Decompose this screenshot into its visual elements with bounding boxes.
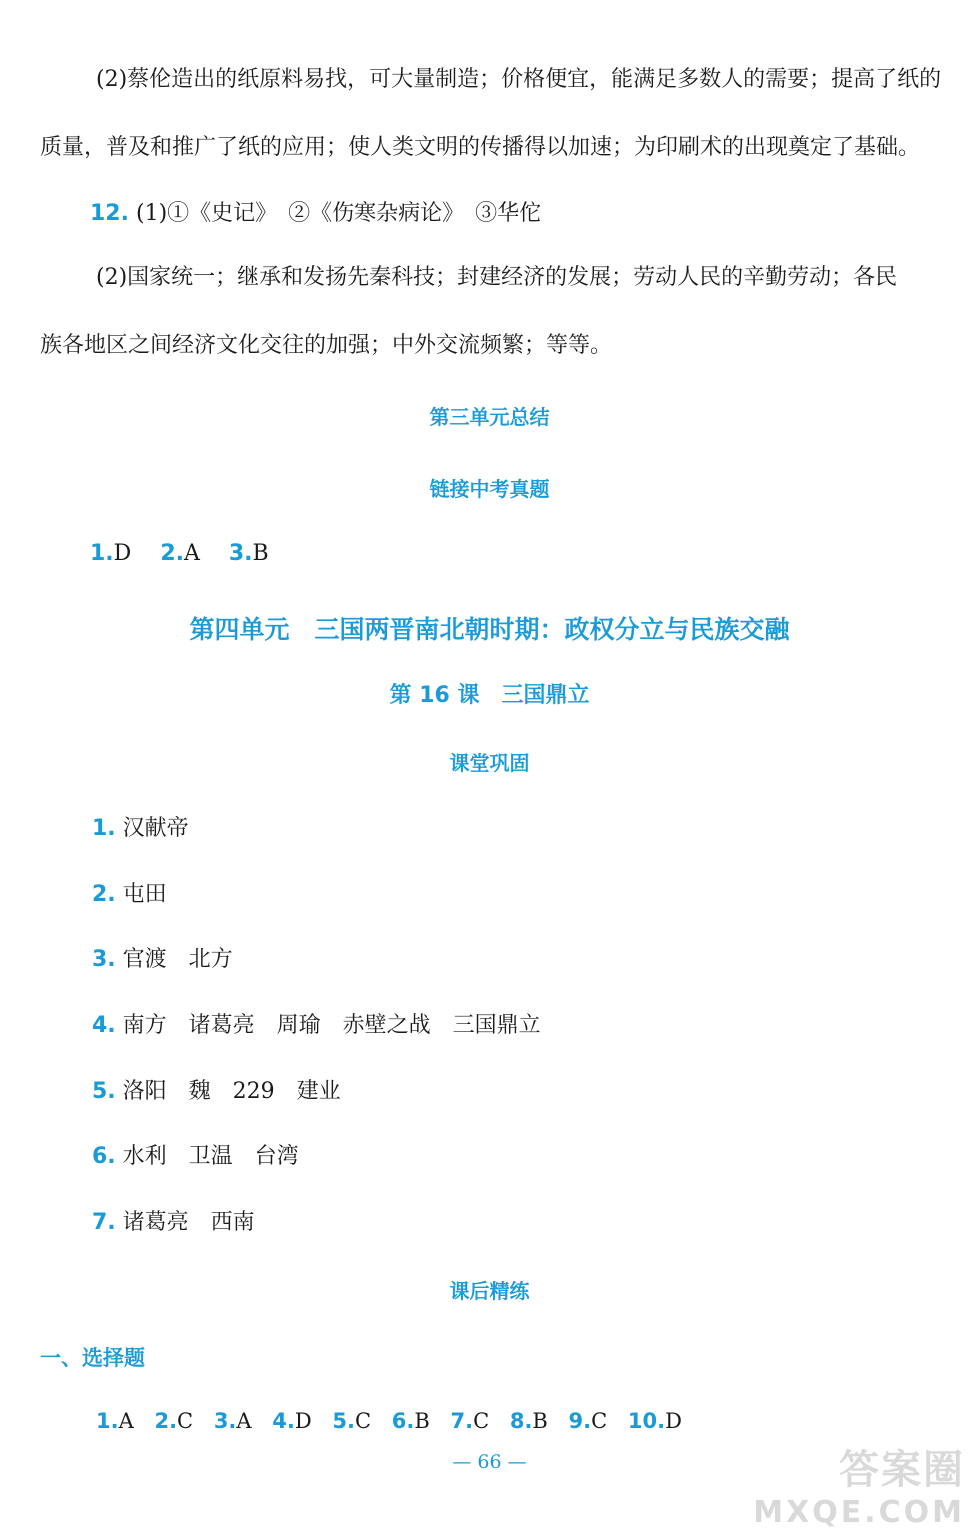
item-text: 汉献帝 bbox=[122, 816, 189, 841]
list-item bbox=[92, 946, 233, 974]
answer-value: A bbox=[183, 541, 200, 566]
choice-item bbox=[510, 1407, 548, 1435]
choice-answer: D bbox=[294, 1409, 312, 1433]
choice-answer: A bbox=[236, 1409, 252, 1433]
item-number: 6. bbox=[92, 1144, 116, 1169]
question-number: 12. bbox=[90, 201, 129, 226]
answer-line: (2)蔡伦造出的纸原料易找，可大量制造；价格便宜，能满足多数人的需要；提高了纸的 bbox=[96, 67, 942, 92]
choice-number: 3. bbox=[213, 1409, 237, 1433]
item-text: 水利 卫温 台湾 bbox=[122, 1144, 299, 1169]
choice-answer: A bbox=[118, 1409, 134, 1433]
choice-answer: C bbox=[473, 1409, 490, 1433]
choice-item bbox=[569, 1407, 608, 1435]
list-item bbox=[92, 815, 189, 843]
choice-number: 4. bbox=[272, 1409, 295, 1433]
lesson-title: 第 16 课 三国鼎立 bbox=[389, 683, 590, 708]
choice-number: 8. bbox=[509, 1409, 533, 1433]
choice-answers bbox=[96, 1407, 696, 1435]
choice-item bbox=[154, 1407, 193, 1435]
choice-number: 7. bbox=[450, 1409, 474, 1433]
item-text: 南方 诸葛亮 周瑜 赤壁之战 三国鼎立 bbox=[122, 1013, 541, 1038]
item-text: 官渡 北方 bbox=[122, 947, 233, 972]
choice-item bbox=[332, 1407, 371, 1435]
choice-answer: B bbox=[414, 1409, 430, 1433]
choice-item bbox=[450, 1407, 489, 1435]
answer-line: 质量，普及和推广了纸的应用；使人类文明的传播得以加速；为印刷术的出现奠定了基础。 bbox=[40, 135, 921, 160]
answer-text: (1)①《史记》 ②《伤寒杂病论》 ③华佗 bbox=[135, 201, 542, 226]
exam-link-title: 链接中考真题 bbox=[429, 477, 550, 501]
item-text: 洛阳 魏 229 建业 bbox=[122, 1079, 341, 1104]
unit-title: 第四单元 三国两晋南北朝时期：政权分立与民族交融 bbox=[189, 615, 790, 644]
question-number: 1. bbox=[90, 541, 114, 566]
question-12 bbox=[90, 200, 541, 228]
answer-value: B bbox=[252, 541, 269, 566]
section-title: 课后精练 bbox=[449, 1279, 530, 1303]
part-label: 一、选择题 bbox=[40, 1346, 145, 1370]
choice-item bbox=[96, 1407, 134, 1435]
question-number: 3. bbox=[228, 541, 253, 566]
choice-number: 2. bbox=[154, 1409, 178, 1433]
list-item bbox=[92, 1209, 255, 1237]
item-number: 5. bbox=[92, 1079, 116, 1104]
choice-number: 10. bbox=[627, 1409, 666, 1433]
watermark-url: MXQE.COM bbox=[753, 1495, 965, 1530]
watermark-logo bbox=[753, 1438, 965, 1530]
choice-number: 1. bbox=[96, 1409, 119, 1433]
item-text: 屯田 bbox=[122, 882, 167, 907]
choice-answer: C bbox=[591, 1409, 608, 1433]
unit-summary-title: 第三单元总结 bbox=[429, 405, 550, 429]
choice-item bbox=[628, 1407, 682, 1435]
choice-number: 5. bbox=[332, 1409, 355, 1433]
answer-row bbox=[90, 540, 269, 568]
page-number: — 66 — bbox=[452, 1451, 527, 1473]
answer-value: D bbox=[113, 541, 132, 566]
question-number: 2. bbox=[160, 541, 184, 566]
list-item bbox=[92, 881, 167, 909]
item-text: 诸葛亮 西南 bbox=[122, 1210, 255, 1235]
choice-answer: C bbox=[177, 1409, 194, 1433]
choice-item bbox=[272, 1407, 311, 1435]
item-number: 2. bbox=[92, 882, 116, 907]
choice-item bbox=[392, 1407, 430, 1435]
item-number: 7. bbox=[92, 1210, 116, 1235]
section-title: 课堂巩固 bbox=[449, 751, 530, 775]
choice-item bbox=[214, 1407, 252, 1435]
list-item bbox=[92, 1143, 299, 1171]
answer-line: 族各地区之间经济文化交往的加强；中外交流频繁；等等。 bbox=[40, 333, 613, 358]
list-item bbox=[92, 1078, 341, 1106]
choice-answer: D bbox=[665, 1409, 682, 1433]
choice-answer: C bbox=[354, 1409, 372, 1433]
item-number: 4. bbox=[92, 1013, 116, 1038]
list-item bbox=[92, 1012, 541, 1040]
item-number: 1. bbox=[92, 816, 116, 841]
choice-number: 6. bbox=[391, 1409, 415, 1433]
answer-line: (2)国家统一；继承和发扬先秦科技；封建经济的发展；劳动人民的辛勤劳动；各民 bbox=[96, 265, 898, 290]
item-number: 3. bbox=[92, 947, 116, 972]
choice-number: 9. bbox=[568, 1409, 592, 1433]
watermark-text: 答案圈 bbox=[839, 1447, 965, 1493]
choice-answer: B bbox=[532, 1409, 548, 1433]
